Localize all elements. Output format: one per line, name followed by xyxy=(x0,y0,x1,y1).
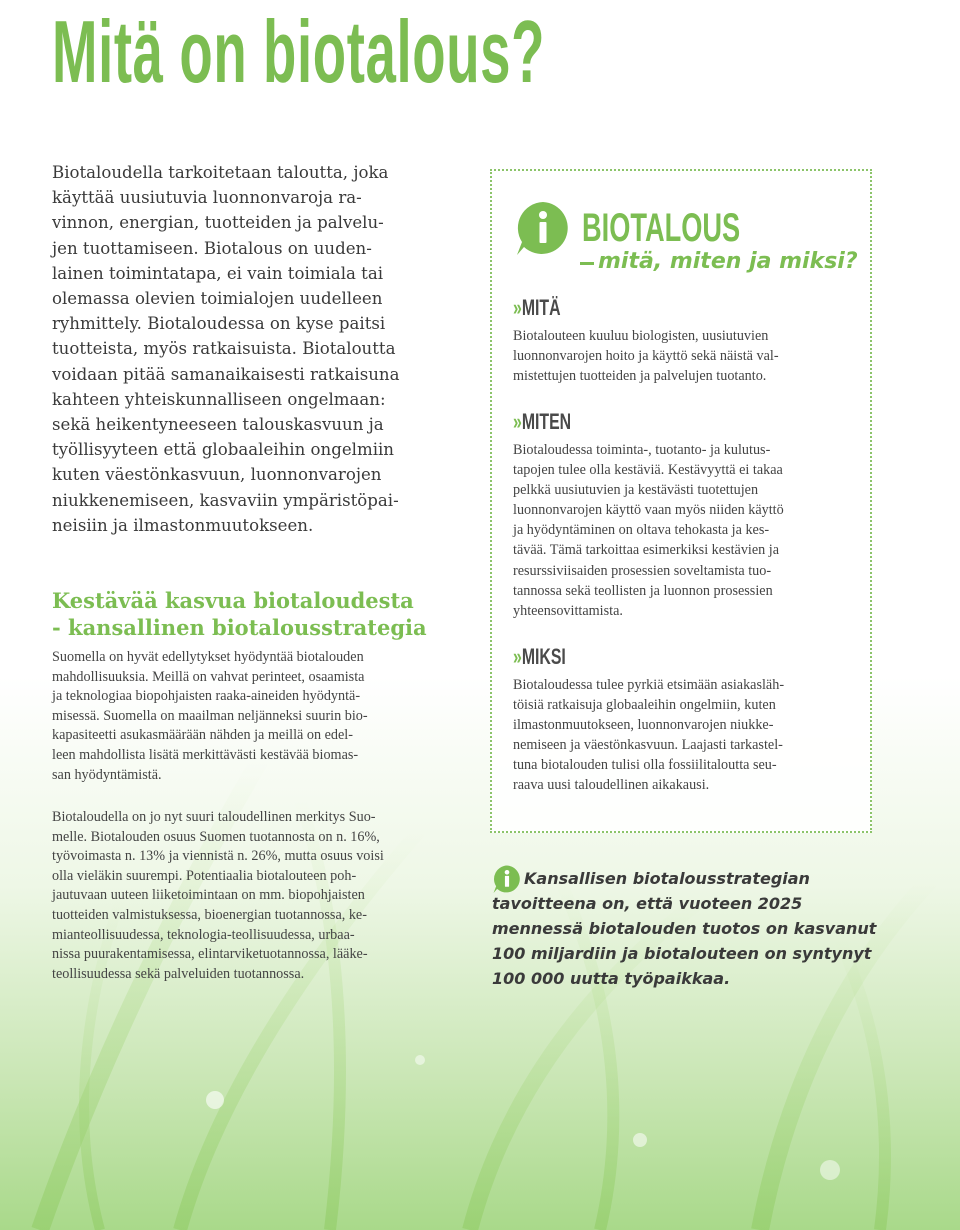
text-line: Biotaloudella on jo nyt suuri taloudellinen merkitys Suo- xyxy=(52,809,376,825)
text-line: tuna biotalouden tulisi olla fossiilitaloutta seu- xyxy=(513,757,777,774)
section-heading-label: MITEN xyxy=(521,409,572,434)
text-line: ryhmittely. Biotaloudessa on kyse paitsi xyxy=(52,314,386,334)
text-line: olla vieläkin suurempi. Potentiaalia biotalouteen poh- xyxy=(52,867,357,884)
text-line: mianteollisuudessa, teknologia-teollisuudessa, urbaa- xyxy=(52,926,355,943)
text-line: vinnon, energian, tuotteiden ja palvelu- xyxy=(52,213,384,233)
info-box-title-text: BIOTALOUS xyxy=(582,206,741,250)
text-line: Biotaloudessa tulee pyrkiä etsimään asiakasläh- xyxy=(513,677,785,693)
text-line: yhteensovittamista. xyxy=(513,602,623,619)
text-line: mahdollisuuksia. Meillä on vahvat perinteet, osaamista xyxy=(52,668,365,685)
text-line: neisiin ja ilmastonmuutokseen. xyxy=(52,515,314,535)
callout-line: 100 miljardiin ja biotalouteen on syntynyt xyxy=(492,944,872,963)
callout-line: tavoitteena on, että vuoteen 2025 xyxy=(492,894,803,913)
text-line: käyttää uusiutuvia luonnonvaroja ra- xyxy=(52,188,362,208)
text-line: tävää. Tämä tarkoittaa esimerkiksi kestävien ja xyxy=(513,542,780,559)
text-line: raava uusi taloudellinen aikakausi. xyxy=(513,777,710,794)
text-line: Biotalouteen kuuluu biologisten, uusiutuvien xyxy=(513,328,769,344)
info-box-subtitle: mitä, miten ja miksi? xyxy=(598,249,858,274)
chevron-right-icon: » xyxy=(513,409,521,434)
text-line: ja hyödyntäminen on oltava tehokasta ja kes- xyxy=(513,522,770,539)
text-line: ilmastonmuutokseen, luonnonvarojen niukke- xyxy=(513,717,774,734)
text-line: työvoimasta n. 13% ja viennistä n. 26%, mutta osuus voisi xyxy=(52,848,384,865)
text-line: tuotteiden valmistuksessa, bioenergian tuotannossa, ke- xyxy=(52,906,367,923)
subtitle-dash xyxy=(580,262,594,265)
page-title: Mitä on biotalous? xyxy=(52,2,546,101)
text-line: resurssiviisaiden prosessien soveltamista tuo- xyxy=(513,562,772,579)
text-line: Biotaloudessa toiminta-, tuotanto- ja kulutus- xyxy=(513,442,771,458)
section-heading-miksi xyxy=(513,645,566,669)
text-line: mistettujen tuotteiden ja palvelujen tuotanto. xyxy=(513,368,767,385)
subheading-line: Kestävää kasvua biotaloudesta xyxy=(52,588,414,614)
text-line: Suomella on hyvät edellytykset hyödyntää biotalouden xyxy=(52,649,364,665)
text-line: nemiseen ja väestönkasvuun. Laajasti tarkastel- xyxy=(513,737,783,754)
callout-line: Kansallisen biotalousstrategian xyxy=(524,869,810,888)
text-line: melle. Biotalouden osuus Suomen tuotannosta on n. 16%, xyxy=(52,828,380,845)
text-line: voidaan pitää samanaikaisesti ratkaisuna xyxy=(52,364,400,384)
text-line: misessä. Suomella on maailman neljänneksi suurin bio- xyxy=(52,707,368,724)
text-line: lainen toimintatapa, ei vain toimiala tai xyxy=(52,263,384,283)
section-heading-miten xyxy=(513,410,571,434)
text-line: ja teknologiaa biopohjaisten raaka-aineiden hyödyntä- xyxy=(52,688,361,705)
strategy-goal-callout xyxy=(492,866,877,991)
text-line: Biotaloudella tarkoitetaan taloutta, joka xyxy=(52,163,389,182)
text-line: leen mahdollista lisätä merkittävästi kestävää biomas- xyxy=(52,746,359,763)
text-line: jautuvaan uuteen liiketoimintaan on mm. biopohjaisten xyxy=(52,887,365,904)
strategy-paragraph xyxy=(52,648,452,785)
text-line: olemassa olevien toimialojen uudelleen xyxy=(52,289,383,309)
section-heading-label: MITÄ xyxy=(521,295,561,320)
text-line: teollisuudessa sekä palveluiden tuotannossa. xyxy=(52,965,305,982)
text-line: san hyödyntämistä. xyxy=(52,766,162,783)
section-subheading xyxy=(52,587,472,641)
text-line: kahteen yhteiskunnalliseen ongelmaan: xyxy=(52,389,386,409)
text-line: nissa puurakentamisessa, elintarviketuotannossa, lääke- xyxy=(52,946,368,963)
text-line: niukkenemiseen, kasvaviin ympäristöpai- xyxy=(52,490,399,510)
chevron-right-icon: » xyxy=(513,295,521,320)
text-line: kuten väestönkasvuun, luonnonvarojen xyxy=(52,465,382,485)
text-line: luonnonvarojen käyttö vaan myös niiden käyttö xyxy=(513,502,784,519)
intro-paragraph xyxy=(52,160,452,538)
text-line: jen tuottamiseen. Biotalous on uuden- xyxy=(52,238,372,258)
callout-line: 100 000 uutta työpaikkaa. xyxy=(492,969,731,988)
section-text-miksi xyxy=(513,675,863,796)
text-line: sekä heikentyneeseen talouskasvuun ja xyxy=(52,415,384,435)
callout-line: mennessä biotalouden tuotos on kasvanut xyxy=(492,919,877,938)
section-text-mita xyxy=(513,326,863,386)
text-line: töisiä ratkaisuja globaaleihin ongelmiin, kuten xyxy=(513,697,776,714)
text-line: työllisyyteen että globaaleihin ongelmiin xyxy=(52,440,394,460)
info-bubble-icon xyxy=(514,199,572,257)
text-line: luonnonvarojen hoito ja käyttö sekä näistä val- xyxy=(513,348,779,365)
text-line: tannossa sekä teollisten ja luonnon prosessien xyxy=(513,582,773,599)
text-line: tuotteista, myös ratkaisuista. Biotaloutta xyxy=(52,339,396,359)
section-text-miten xyxy=(513,440,863,621)
text-line: kapasiteetti asukasmäärään nähden ja meillä on edel- xyxy=(52,727,353,744)
economy-paragraph xyxy=(52,808,452,984)
subheading-line: - kansallinen biotalousstrategia xyxy=(52,615,427,641)
section-heading-mita xyxy=(513,296,561,320)
info-box-title xyxy=(582,206,740,250)
chevron-right-icon: » xyxy=(513,644,521,669)
section-heading-label: MIKSI xyxy=(521,644,566,669)
text-line: pelkkä uusiutuvien ja kestävästi tuotettujen xyxy=(513,482,759,499)
text-line: tapojen tulee olla kestäviä. Kestävyyttä ei takaa xyxy=(513,462,783,479)
